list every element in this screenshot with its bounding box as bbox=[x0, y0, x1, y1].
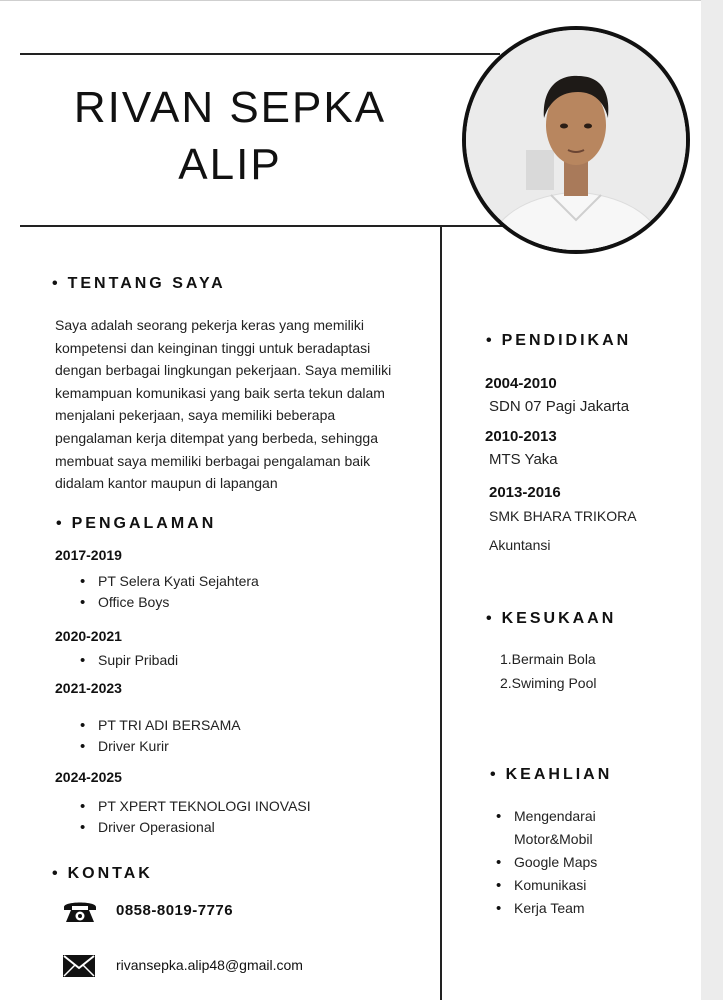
telephone-icon bbox=[62, 898, 98, 924]
list-item-continuation: Motor&Mobil bbox=[514, 831, 593, 847]
skills-list bbox=[494, 805, 597, 920]
header-top-rule bbox=[20, 53, 500, 55]
list-item: • Mengendarai bbox=[494, 805, 597, 828]
about-text: Saya adalah seorang pekerja keras yang memiliki kompetensi dan keinginan tinggi untuk beradaptasi dengan berbagai lingkungan pekerjaan. Saya memiliki kemampuan komunikasi yang baik serta tekun dalam menjalani pekerjaan, saya memiliki beberapa pengalaman kerja ditempat yang berbeda, sehingga membuat saya memiliki berbagai pengalaman baik didalam kantor maupun di lapangan bbox=[55, 317, 392, 492]
education-school: MTS Yaka bbox=[489, 451, 558, 468]
section-title-skills: • KEAHLIAN bbox=[490, 766, 613, 783]
person-portrait-icon bbox=[466, 30, 686, 250]
section-title-experience: • PENGALAMAN bbox=[56, 515, 217, 532]
phone-number[interactable]: 0858-8019-7776 bbox=[116, 902, 234, 919]
list-item: • Driver Operasional bbox=[78, 817, 311, 838]
education-school: SMK BHARA TRIKORA bbox=[489, 508, 637, 524]
hobby-item: 1.Bermain Bola bbox=[500, 651, 596, 667]
header-bottom-rule bbox=[20, 225, 510, 227]
email-address[interactable]: rivansepka.alip48@gmail.com bbox=[116, 957, 303, 973]
experience-list bbox=[78, 715, 241, 757]
education-years: 2010-2013 bbox=[485, 428, 557, 445]
experience-years: 2021-2023 bbox=[55, 680, 122, 696]
experience-years: 2017-2019 bbox=[55, 547, 122, 563]
page-top-border bbox=[0, 0, 701, 1]
name-line-2: ALIP bbox=[178, 140, 282, 189]
list-item: • PT XPERT TEKNOLOGI INOVASI bbox=[78, 796, 311, 817]
page-edge-strip bbox=[701, 0, 723, 1000]
list-item: • Kerja Team bbox=[494, 897, 597, 920]
list-item: • Google Maps bbox=[494, 851, 597, 874]
list-item: • PT Selera Kyati Sejahtera bbox=[78, 571, 259, 592]
list-item: • Komunikasi bbox=[494, 874, 597, 897]
experience-list bbox=[78, 650, 178, 671]
experience-list bbox=[78, 796, 311, 838]
education-years: 2004-2010 bbox=[485, 375, 557, 392]
list-item: • Supir Pribadi bbox=[78, 650, 178, 671]
list-item: • Driver Kurir bbox=[78, 736, 241, 757]
section-title-hobbies: • KESUKAAN bbox=[486, 610, 617, 627]
list-item: • PT TRI ADI BERSAMA bbox=[78, 715, 241, 736]
section-title-education: • PENDIDIKAN bbox=[486, 332, 632, 349]
education-major: Akuntansi bbox=[489, 537, 551, 553]
section-title-about: • TENTANG SAYA bbox=[52, 275, 226, 292]
profile-photo bbox=[462, 26, 690, 254]
section-title-contact: • KONTAK bbox=[52, 865, 153, 882]
column-divider bbox=[440, 226, 442, 1000]
experience-years: 2020-2021 bbox=[55, 628, 122, 644]
name-line-1: RIVAN SEPKA bbox=[73, 83, 387, 132]
envelope-icon bbox=[62, 954, 96, 978]
education-school: SDN 07 Pagi Jakarta bbox=[489, 398, 630, 415]
list-item: • Office Boys bbox=[78, 592, 259, 613]
experience-years: 2024-2025 bbox=[55, 769, 122, 785]
hobby-item: 2.Swiming Pool bbox=[500, 675, 597, 691]
experience-list bbox=[78, 571, 259, 613]
education-years: 2013-2016 bbox=[489, 484, 561, 501]
